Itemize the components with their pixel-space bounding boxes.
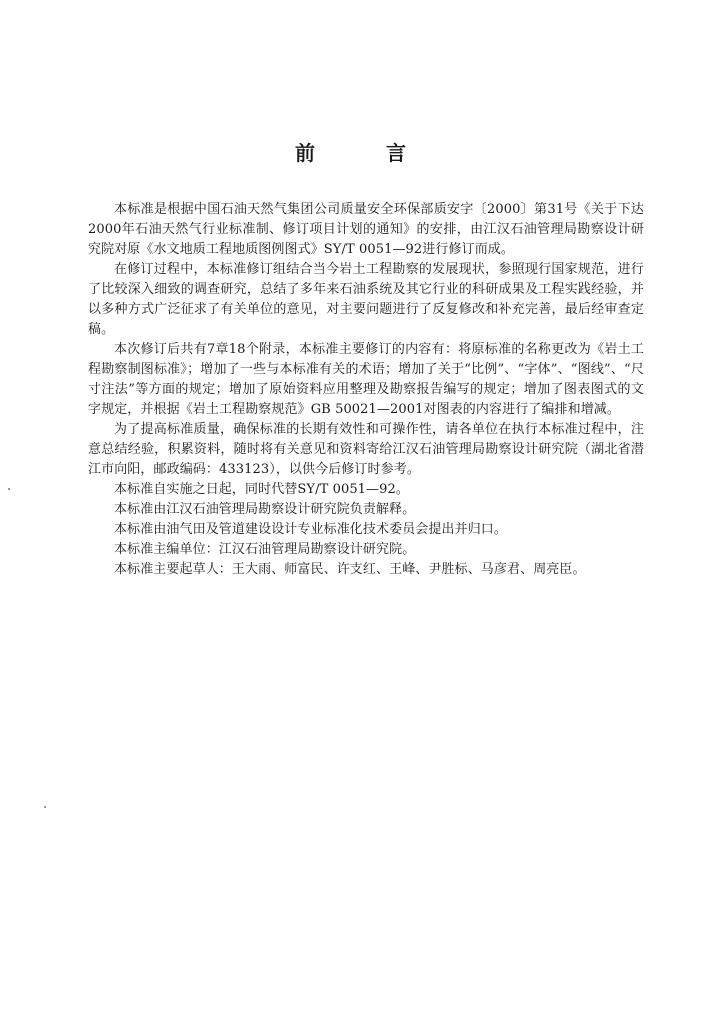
paragraph-proposer: 本标准由油气田及管道建设设计专业标准化技术委员会提出并归口。 — [114, 522, 508, 537]
paragraph-feedback: 为了提高标准质量，确保标准的长期有效性和可操作性，请各单位在执行本标准过程中，注意总结经验，积累资料，随时将有关意见和资料寄给江汉石油管理局勘察设计研究院（湖北省潜江市向阳，邮政编码：433123），以供今后修订时参考。 — [88, 422, 644, 477]
paragraph-chief-editor: 本标准主编单位：江汉石油管理局勘察设计研究院。 — [114, 542, 416, 557]
foreword-body — [88, 200, 644, 580]
scan-speck — [44, 806, 46, 808]
paragraph-revision-process: 在修订过程中，本标准修订组结合当今岩土工程勘察的发展现状，参照现行国家规范，进行了比较深入细致的调查研究，总结了多年来石油系统及其它行业的科研成果及工程实践经验，并以多种方式广泛征求了有关单位的意见，对主要问题进行了反复修改和补充完善，最后经审查定稿。 — [88, 262, 644, 337]
paragraph-basis: 本标准是根据中国石油天然气集团公司质量安全环保部质安字〔2000〕第31号《关于下达2000年石油天然气行业标准制、修订项目计划的通知》的安排，由江汉石油管理局勘察设计研究院对原《水文地质工程地质图例图式》SY/T 0051—92进行修订而成。 — [88, 202, 644, 257]
paragraph-replaces: 本标准自实施之日起，同时代替SY/T 0051—92。 — [114, 482, 409, 497]
scan-speck — [8, 488, 10, 490]
paragraph-interpretation: 本标准由江汉石油管理局勘察设计研究院负责解释。 — [114, 502, 416, 517]
paragraph-revision-content: 本次修订后共有7章18个附录，本标准主要修订的内容有：将原标准的名称更改为《岩土工程勘察制图标准》；增加了一些与本标准有关的术语；增加了关于“比例”、“字体”、“图线”、“尺寸注法”等方面的规定；增加了原始资料应用整理及勘察报告编写的规定；增加了图表图式的文字规定，并根据《岩土工程勘察规范》GB 50021—2001对图表的内容进行了编排和增减。 — [88, 342, 644, 417]
paragraph-drafters: 本标准主要起草人：王大雨、师富民、许支红、王峰、尹胜标、马彦君、周亮臣。 — [114, 562, 586, 577]
page-title: 前 言 — [295, 141, 438, 165]
